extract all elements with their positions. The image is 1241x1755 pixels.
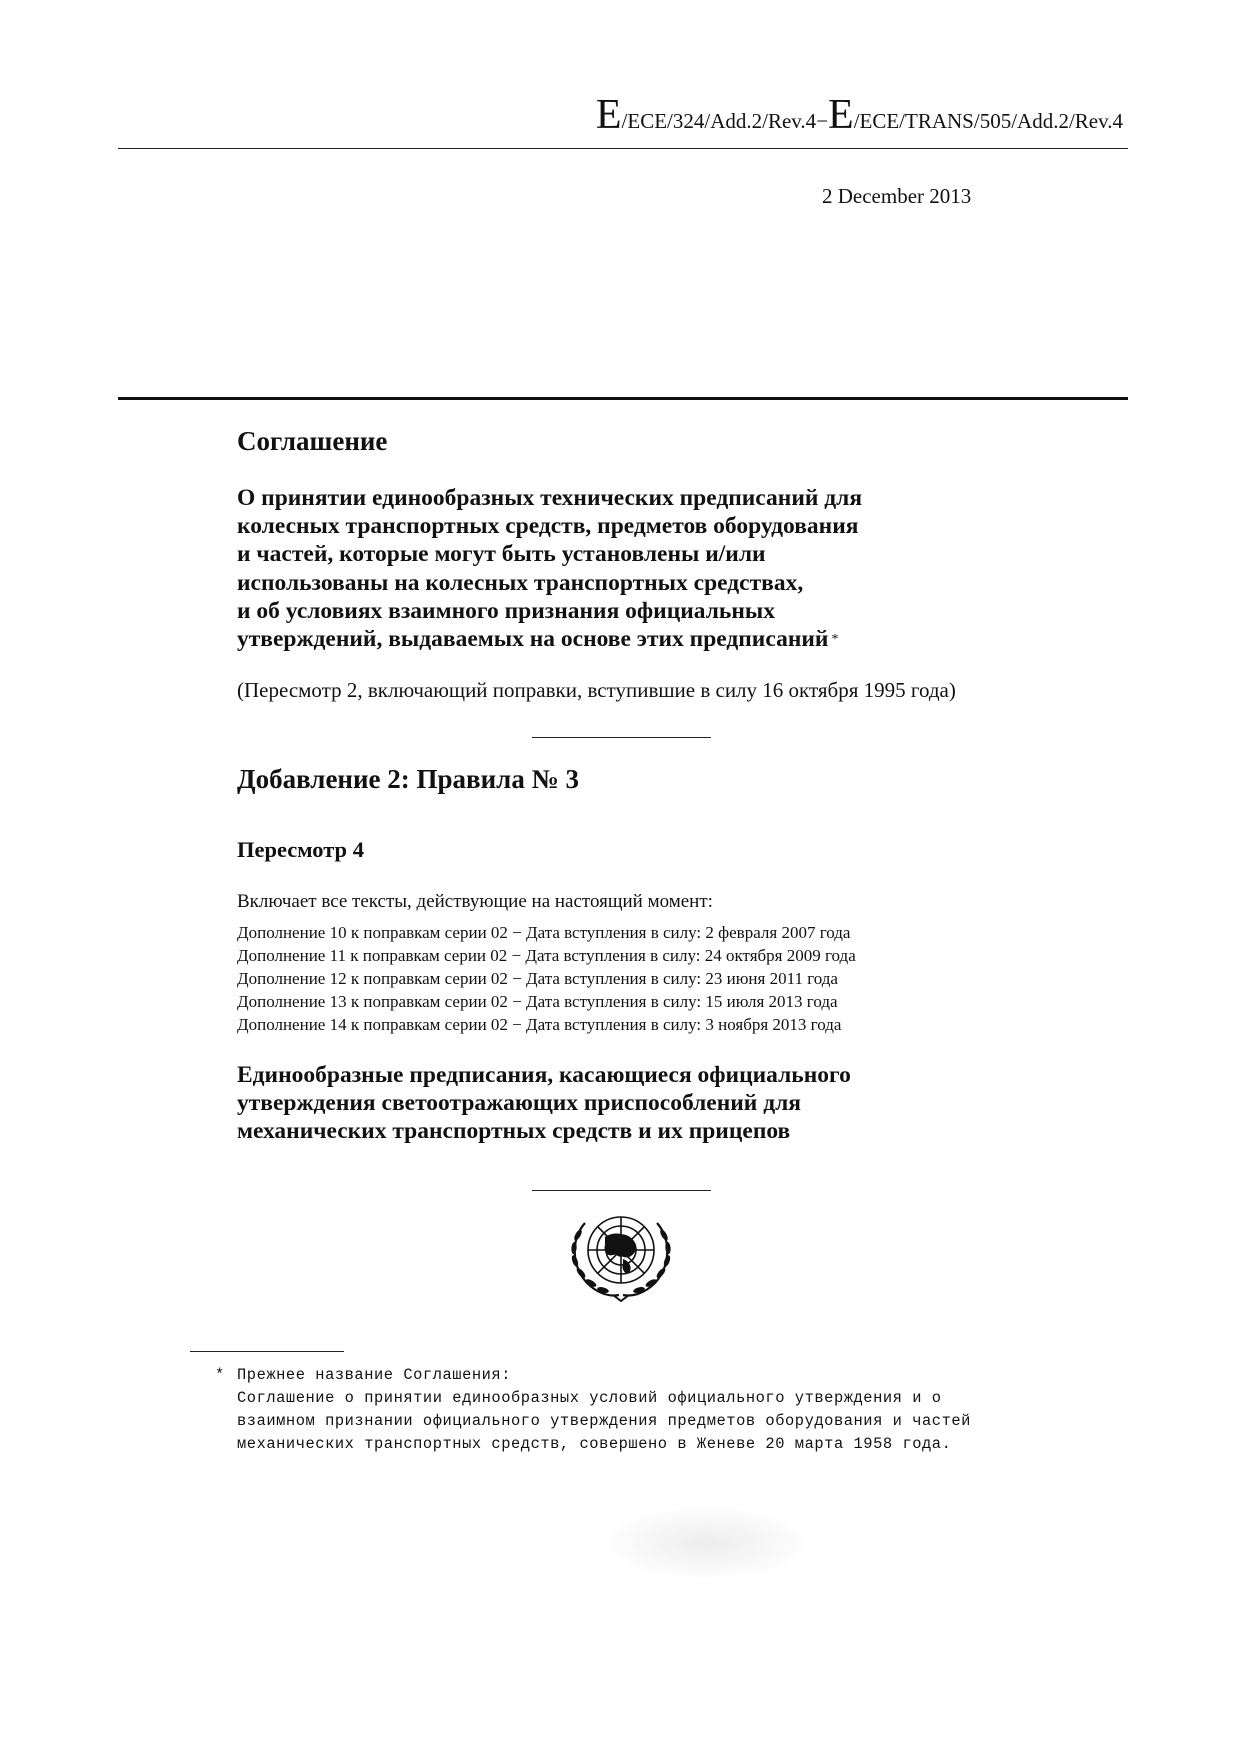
agreement-title-line: и об условиях взаимного признания официальных [237, 597, 775, 624]
footnote-marker: * [215, 1366, 225, 1384]
title-divider [118, 397, 1128, 400]
supplement-item: Дополнение 13 к поправкам серии 02 − Дата вступления в силу: 15 июля 2013 года [237, 992, 838, 1011]
supplement-item: Дополнение 14 к поправкам серии 02 − Дата вступления в силу: 3 ноября 2013 года [237, 1015, 842, 1034]
footnote-line: взаимном признании официального утверждения предметов оборудования и частей [237, 1412, 971, 1430]
supplement-item: Дополнение 11 к поправкам серии 02 − Дата вступления в силу: 24 октября 2009 года [237, 946, 856, 965]
document-date: 2 December 2013 [822, 184, 972, 208]
section-separator [532, 737, 711, 738]
regulation-title [237, 1061, 997, 1146]
regulation-title-line: Единообразные предписания, касающиеся официального [237, 1062, 851, 1088]
addendum-title: Добавление 2: Правила № 3 [237, 764, 579, 794]
footnote-divider [190, 1351, 344, 1352]
symbol-code-2: /ECE/TRANS/505/Add.2/Rev.4 [853, 109, 1123, 133]
footnote-line: механических транспортных средств, совершено в Женеве 20 марта 1958 года. [237, 1435, 952, 1453]
agreement-title-line: О принятии единообразных технических предписаний для [237, 485, 863, 511]
footnote-line: Прежнее название Соглашения: [237, 1366, 512, 1384]
revision-title: Пересмотр 4 [237, 837, 364, 862]
regulation-title-line: механических транспортных средств и их прицепов [237, 1118, 791, 1145]
symbol-dash: − [816, 109, 829, 133]
supplements-list [237, 921, 856, 1036]
agreement-title-line: колесных транспортных средств, предметов оборудования [237, 513, 859, 540]
agreement-revision-note: (Пересмотр 2, включающий поправки, вступившие в силу 16 октября 1995 года) [237, 678, 956, 702]
document-symbol [596, 94, 1123, 136]
agreement-heading: Соглашение [237, 426, 388, 456]
agreement-title-line: использованы на колесных транспортных средствах, [237, 569, 804, 596]
agreement-title-line: и частей, которые могут быть установлены и/или [237, 541, 766, 568]
scan-artifact [606, 1507, 806, 1579]
footnote-line: Соглашение о принятии единообразных условий официального утверждения и о [237, 1389, 942, 1407]
symbol-letter-1: E [595, 92, 622, 138]
agreement-title-line-last [237, 625, 977, 654]
agreement-full-title [237, 484, 977, 654]
supplement-item: Дополнение 12 к поправкам серии 02 − Дата вступления в силу: 23 июня 2011 года [237, 969, 838, 988]
footnote [217, 1364, 1017, 1456]
symbol-letter-2: E [828, 92, 854, 138]
supplement-item: Дополнение 10 к поправкам серии 02 − Дата вступления в силу: 2 февраля 2007 года [237, 923, 851, 942]
section-separator [532, 1190, 711, 1191]
header-divider [118, 148, 1128, 149]
regulation-title-line: утверждения светоотражающих приспособлений для [237, 1090, 801, 1117]
symbol-code-1: /ECE/324/Add.2/Rev.4 [621, 109, 817, 133]
agreement-title-line: утверждений, выдаваемых на основе этих предписаний [237, 626, 829, 653]
footnote-reference[interactable]: * [831, 632, 839, 648]
includes-label: Включает все тексты, действующие на настоящий момент: [237, 891, 713, 912]
un-emblem-icon [561, 1203, 681, 1307]
